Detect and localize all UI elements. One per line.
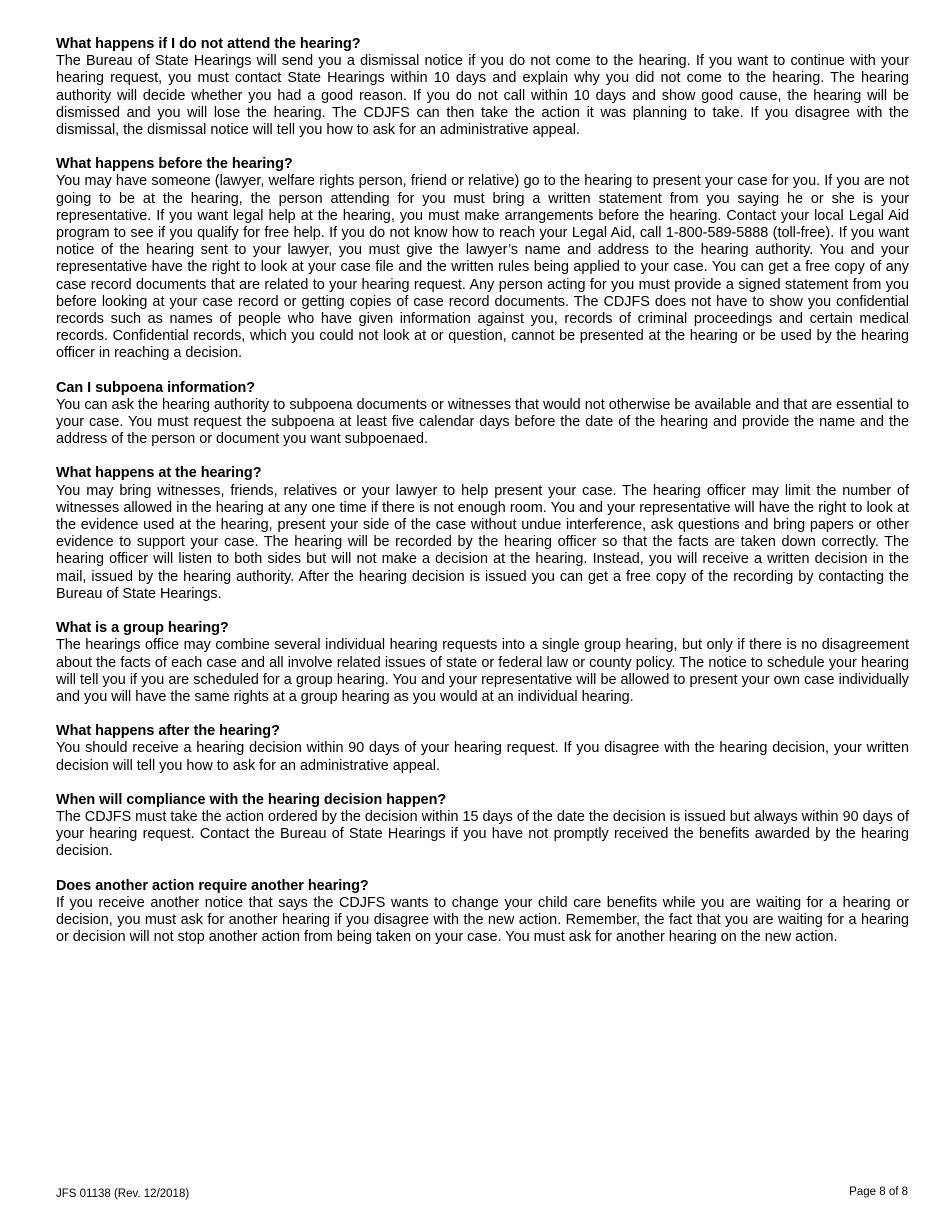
page-number: Page 8 of 8 bbox=[849, 1186, 908, 1198]
section-body: The CDJFS must take the action ordered by the decision within 15 days of the date the decision is issued but always within 90 days of your hearing request. Contact the Bureau of State Hearings if you have not promptly received the benefits awarded by the hearing decision. bbox=[56, 808, 909, 860]
document-page bbox=[56, 36, 909, 963]
section-body: You can ask the hearing authority to subpoena documents or witnesses that would not otherwise be available and that are essential to your case. You must request the subpoena at least five calendar days before the date of the hearing and provide the name and the address of the person or document you want subpoenaed. bbox=[56, 396, 909, 448]
section-body: You may bring witnesses, friends, relatives or your lawyer to help present your case. The hearing officer may limit the number of witnesses allowed in the hearing at any one time if there is not enough room. You and your representative will have the right to look at the evidence used at the hearing, present your side of the case without undue interference, ask questions and bring papers or other evidence to support your case. The hearing will be recorded by the hearing officer so that the facts are taken down correctly. The hearing officer will listen to both sides but will not make a decision at the hearing. Instead, you will receive a written decision in the mail, issued by the hearing authority. After the hearing decision is issued you can get a free copy of the recording by contacting the Bureau of State Hearings. bbox=[56, 482, 909, 602]
section-heading: What happens at the hearing? bbox=[56, 465, 262, 482]
section-heading: What happens after the hearing? bbox=[56, 723, 280, 740]
section-subpoena bbox=[56, 380, 909, 449]
section-body: If you receive another notice that says the CDJFS wants to change your child care benefits while you are waiting for a hearing or decision, you must ask for another hearing if you disagree with the new action. Remember, the fact that you are waiting for a hearing or decision will not stop another action from being taken on your case. You must ask for another hearing on the new action. bbox=[56, 894, 909, 946]
section-heading: Does another action require another hearing? bbox=[56, 877, 369, 894]
section-at-hearing bbox=[56, 465, 909, 603]
section-heading: What happens if I do not attend the hearing? bbox=[56, 36, 361, 52]
section-another-action bbox=[56, 878, 909, 947]
form-number: JFS 01138 (Rev. 12/2018) bbox=[56, 1188, 190, 1200]
section-heading: What happens before the hearing? bbox=[56, 156, 293, 173]
section-body: You should receive a hearing decision within 90 days of your hearing request. If you disagree with the hearing decision, your written decision will tell you how to ask for an administrative appeal. bbox=[56, 740, 909, 774]
section-heading: Can I subpoena information? bbox=[56, 379, 256, 396]
section-before-hearing bbox=[56, 156, 909, 362]
section-body: The hearings office may combine several individual hearing requests into a single group hearing, but only if there is no disagreement about the facts of each case and all involve related issues of state or federal law or county policy. The notice to schedule your hearing will tell you if you are scheduled for a group hearing. You and your representative will be allowed to present your own case individually and you will have the same rights at a group hearing as you would at an individual hearing. bbox=[56, 637, 909, 705]
section-dismissal bbox=[56, 36, 909, 139]
section-heading: What is a group hearing? bbox=[56, 620, 229, 637]
section-compliance bbox=[56, 792, 909, 861]
section-body: You may have someone (lawyer, welfare rights person, friend or relative) go to the hearing to present your case for you. If you are not going to be at the hearing, the person attending for you must bring a written statement from you saying he or she is your representative. If you want legal help at the hearing, you must make arrangements before the hearing. Contact your local Legal Aid program to see if you qualify for free help. If you do not know how to reach your Legal Aid, call 1-800-589-5888 (toll-free). If you want notice of the hearing sent to your lawyer, you must give the lawyer’s name and address to the hearing authority. You and your representative have the right to look at your case file and the written rules being applied to your case. You can get a free copy of any case record documents that are related to your hearing request. Any person acting for you must provide a signed statement from you before looking at your case record or getting copies of case record documents. The CDJFS does not have to show you confidential records such as names of people who have given information against you, records of criminal proceedings and certain medical records. Confidential records, which you could not look at or question, cannot be presented at the hearing or be used by the hearing officer in reaching a decision. bbox=[56, 173, 909, 362]
section-heading: When will compliance with the hearing decision happen? bbox=[56, 791, 447, 808]
section-after-hearing bbox=[56, 723, 909, 775]
section-body: The Bureau of State Hearings will send you a dismissal notice if you do not come to the hearing. If you want to continue with your hearing request, you must contact State Hearings within 10 days and explain why you did not come to the hearing. The hearing authority will decide whether you had a good reason. If you do not call within 10 days and show good cause, the hearing will be dismissed and you will lose the hearing. The CDJFS can then take the action it was planning to take. If you disagree with the dismissal, the dismissal notice will tell you how to ask for an administrative appeal. bbox=[56, 53, 909, 139]
section-group-hearing bbox=[56, 620, 909, 706]
